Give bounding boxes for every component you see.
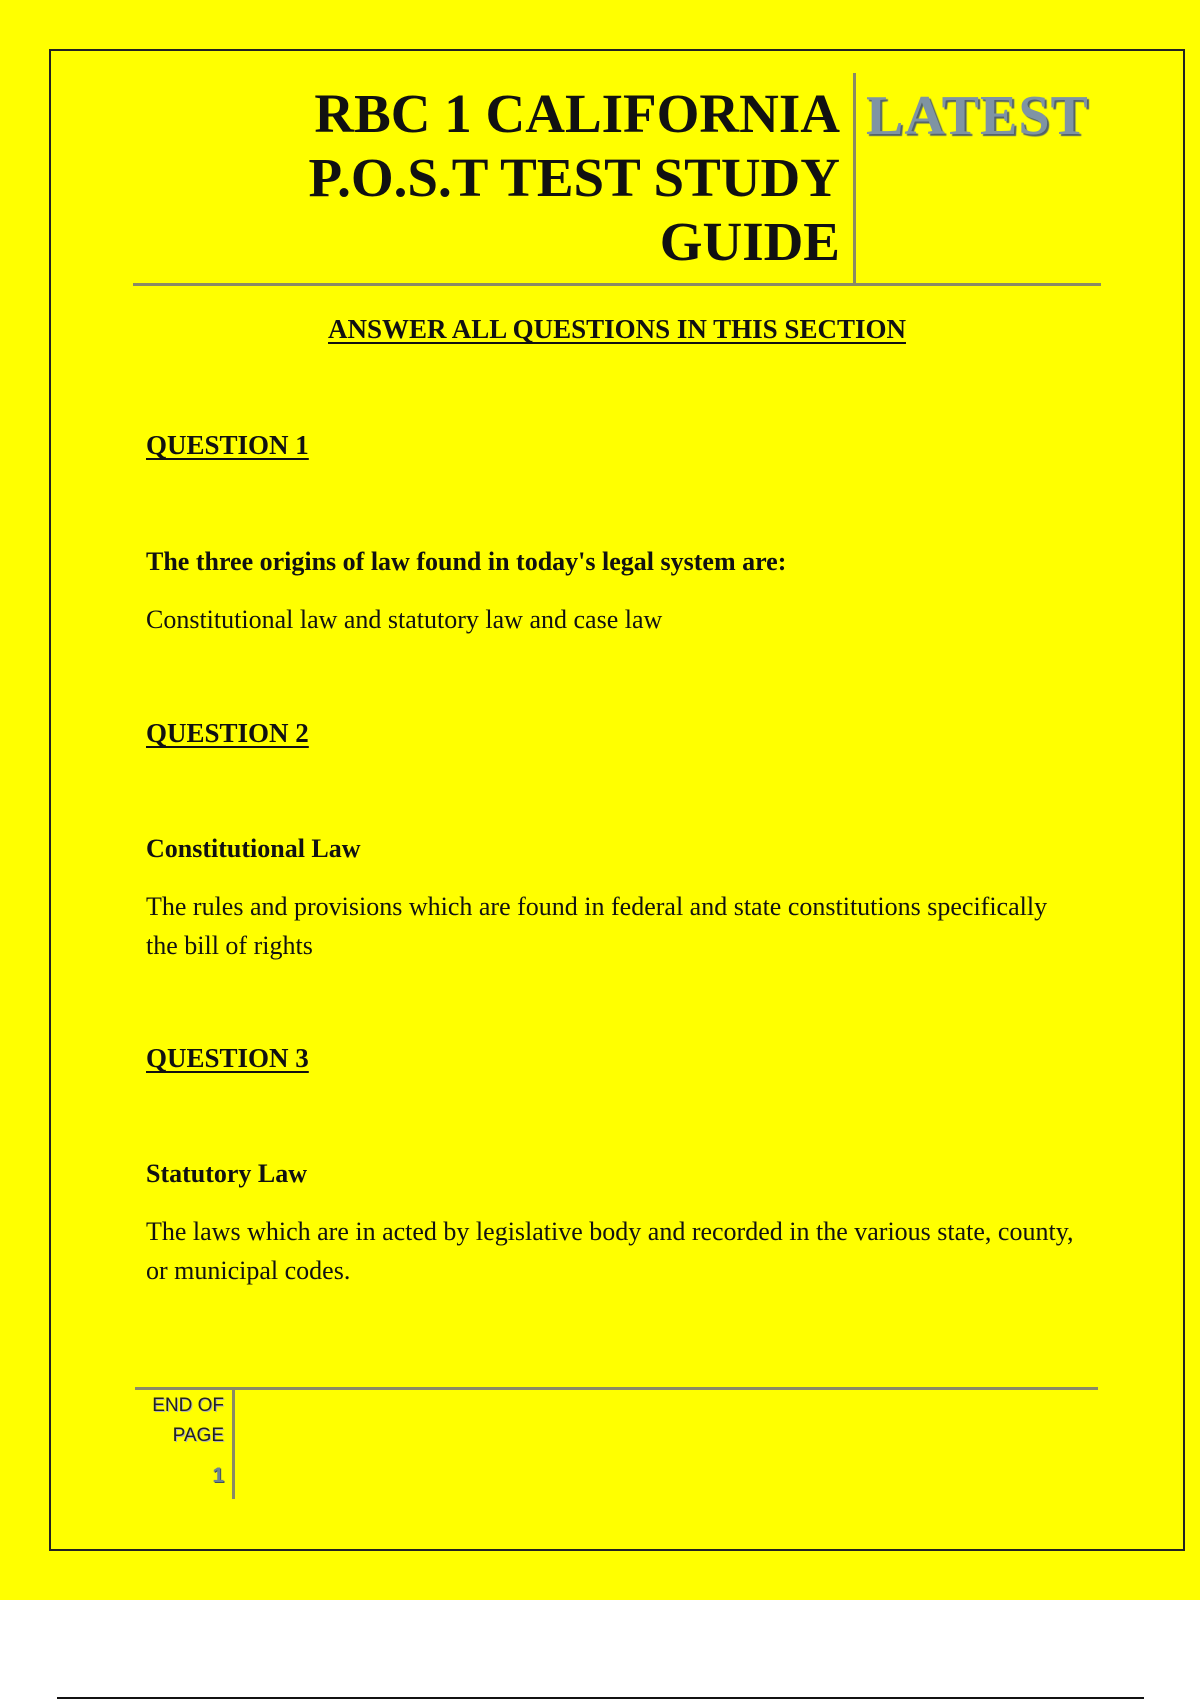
title-line-2: P.O.S.T TEST STUDY — [308, 147, 840, 208]
question-2-heading: QUESTION 2 — [146, 718, 309, 748]
footer-divider — [232, 1389, 235, 1499]
end-label-line-1: END OF — [152, 1395, 224, 1416]
footer-rule — [135, 1387, 1098, 1390]
next-page-rule — [57, 1697, 1144, 1699]
title-line-1: RBC 1 CALIFORNIA — [314, 83, 840, 144]
end-label-line-2: PAGE — [172, 1425, 224, 1446]
page-border — [49, 49, 1185, 1551]
title-line-3: GUIDE — [659, 211, 840, 272]
question-1-answer: Constitutional law and statutory law and case law — [146, 605, 663, 634]
title-divider — [853, 73, 856, 283]
latest-badge: LATEST — [866, 85, 1089, 147]
document-title — [140, 82, 840, 274]
page-number: 1 — [212, 1464, 224, 1487]
question-1-term: The three origins of law found in today's legal system are: — [146, 547, 787, 576]
section-instruction: ANSWER ALL QUESTIONS IN THIS SECTION — [328, 314, 906, 344]
question-3-heading: QUESTION 3 — [146, 1043, 309, 1073]
question-2-answer: The rules and provisions which are found in federal and state constitutions specifically the bill of rights — [146, 892, 1048, 960]
end-of-page-label — [120, 1391, 224, 1451]
header-rule — [133, 283, 1101, 286]
question-2-term: Constitutional Law — [146, 834, 361, 863]
question-1-heading: QUESTION 1 — [146, 430, 309, 460]
question-3-term: Statutory Law — [146, 1159, 308, 1188]
question-3-answer: The laws which are in acted by legislative body and recorded in the various state, county, or municipal codes. — [146, 1217, 1074, 1285]
